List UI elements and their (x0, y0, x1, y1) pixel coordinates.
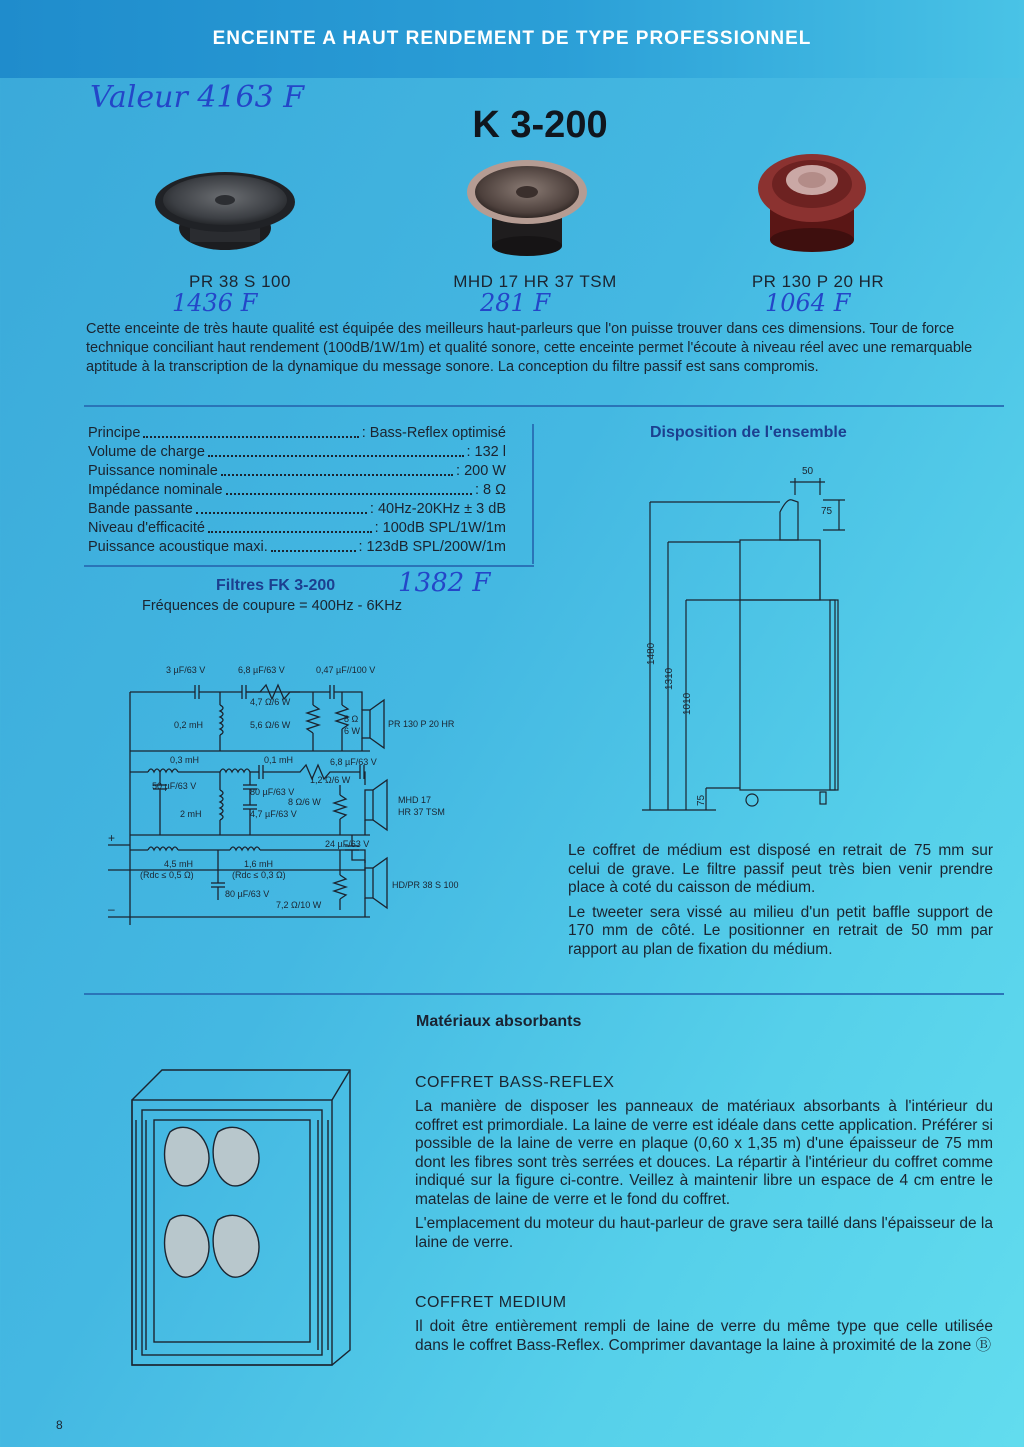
svg-text:50 µF/63 V: 50 µF/63 V (152, 781, 197, 791)
handwritten-price-filters: 1382 F (398, 568, 491, 598)
svg-text:0,2 mH: 0,2 mH (174, 720, 204, 730)
materiaux-divider (84, 993, 1004, 995)
svg-text:(Rdc ≤ 0,3 Ω): (Rdc ≤ 0,3 Ω) (232, 870, 286, 880)
model-title: K 3-200 (472, 104, 608, 146)
speaker-label-tweeter: PR 130 P 20 HR (751, 272, 885, 291)
svg-text:1480: 1480 (646, 642, 657, 665)
spec-row: Puissance nominale : 200 W (88, 463, 506, 479)
svg-text:50: 50 (802, 466, 814, 477)
svg-text:6 W: 6 W (344, 726, 361, 736)
spec-row: Niveau d'efficacité : 100dB SPL/1W/1m (88, 520, 506, 536)
svg-text:4,7 Ω/6 W: 4,7 Ω/6 W (250, 697, 291, 707)
filters-title: Filtres FK 3-200 (216, 577, 336, 594)
coffret-medium-title: COFFRET MEDIUM (415, 1294, 567, 1311)
svg-text:2 mH: 2 mH (180, 809, 202, 819)
coffret-medium-text: Il doit être entièrement rempli de laine de verre du même type que celle utilisée dans le coffret Bass-Reflex. Comprimer davantage la laine à proximité de la zone Ⓑ (415, 1318, 993, 1354)
svg-text:1,6 mH: 1,6 mH (244, 859, 274, 869)
svg-text:PR 130 P 20 HR: PR 130 P 20 HR (388, 719, 455, 729)
svg-text:7,2 Ω/10 W: 7,2 Ω/10 W (276, 900, 322, 910)
svg-text:(Rdc ≤ 0,5 Ω): (Rdc ≤ 0,5 Ω) (140, 870, 194, 880)
svg-text:6,8 µF/63 V: 6,8 µF/63 V (238, 665, 285, 675)
page-number: 8 (56, 1418, 63, 1432)
handwritten-price-woofer: 1436 F (172, 289, 258, 317)
handwritten-price-midrange: 281 F (480, 289, 551, 317)
disposition-diagram (640, 460, 870, 820)
svg-text:3 µF/63 V: 3 µF/63 V (166, 665, 206, 675)
svg-text:80 µF/63 V: 80 µF/63 V (225, 889, 270, 899)
disposition-text: Le coffret de médium est disposé en retrait de 75 mm sur celui de grave. Le filtre passif peut très bien venir prendre place à coté du caisson de médium. Le tweeter sera vissé au milieu d'un petit baffle support de 170 mm de côté. Le positionner en retrait de 50 mm par rapport au plan de fixation du médium. (568, 842, 993, 958)
svg-text:80 µF/63 V: 80 µF/63 V (250, 787, 295, 797)
crossover-schematic (100, 655, 520, 925)
spec-row: Volume de charge : 132 l (88, 444, 506, 460)
svg-text:4,5 mH: 4,5 mH (164, 859, 194, 869)
spec-row: Bande passante : 40Hz-20KHz ± 3 dB (88, 501, 506, 517)
svg-text:0,1 mH: 0,1 mH (264, 755, 294, 765)
materiaux-title: Matériaux absorbants (416, 1013, 582, 1030)
disposition-title: Disposition de l'ensemble (650, 424, 847, 441)
page-header-title: ENCEINTE A HAUT RENDEMENT DE TYPE PROFESSIONNEL (212, 28, 812, 49)
spec-row: Principe : Bass-Reflex optimisé (88, 425, 506, 441)
coffret-bass-reflex-title: COFFRET BASS-REFLEX (415, 1074, 615, 1091)
specs-divider (84, 565, 534, 567)
svg-text:–: – (108, 902, 115, 916)
svg-text:6,8 µF/63 V: 6,8 µF/63 V (330, 757, 377, 767)
svg-text:4,7 µF/63 V: 4,7 µF/63 V (250, 809, 297, 819)
speaker-label-woofer: PR 38 S 100 (189, 272, 291, 291)
svg-text:8 Ω: 8 Ω (344, 714, 359, 724)
speaker-label-midrange: MHD 17 HR 37 TSM (453, 272, 617, 291)
column-divider (532, 424, 534, 564)
svg-text:0,47 µF//100 V: 0,47 µF//100 V (316, 665, 376, 675)
tweeter-image (752, 140, 872, 255)
svg-text:1,2 Ω/6 W: 1,2 Ω/6 W (310, 775, 351, 785)
spec-row: Puissance acoustique maxi. : 123dB SPL/200W/1m (88, 539, 506, 555)
handwritten-total-value: Valeur 4163 F (90, 80, 305, 115)
svg-text:HR 37 TSM: HR 37 TSM (398, 807, 445, 817)
specs-list (88, 424, 506, 557)
svg-text:5,6 Ω/6 W: 5,6 Ω/6 W (250, 720, 291, 730)
svg-text:8 Ω/6 W: 8 Ω/6 W (288, 797, 321, 807)
woofer-image (150, 160, 300, 260)
coffret-bass-reflex-text: La manière de disposer les panneaux de matériaux absorbants à l'intérieur du coffret est primordiale. La laine de verre est idéale dans cette application. Préférer si possible de la laine de verre en plaque (0,60 x 1,35 m) d'une épaisseur de 75 mm dont les fibres sont très serrées et douces. La répartir à l'intérieur du coffret comme indiqué sur la figure ci-contre. Veillez à maintenir libre un espace de 4 cm entre le matelas de laine de verre et le fond du coffret. L'emplacement du moteur du haut-parleur de grave sera taillé dans l'épaisseur de la laine de verre. (415, 1098, 993, 1251)
svg-text:24 µF/63 V: 24 µF/63 V (325, 839, 370, 849)
top-divider (84, 405, 1004, 407)
handwritten-price-tweeter: 1064 F (765, 289, 851, 317)
svg-text:1310: 1310 (664, 667, 675, 690)
svg-text:0,3 mH: 0,3 mH (170, 755, 200, 765)
spec-row: Impédance nominale : 8 Ω (88, 482, 506, 498)
svg-text:1010: 1010 (682, 692, 693, 715)
svg-text:75: 75 (821, 506, 833, 517)
svg-text:MHD 17: MHD 17 (398, 795, 432, 805)
intro-paragraph: Cette enceinte de très haute qualité est équipée des meilleurs haut-parleurs que l'on puisse trouver dans ces dimensions. Tour de force technique conciliant haut rendement (100dB/1W/1m) et qualité sonore, cette enceinte permet l'écoute à niveau réel avec une remarquable aptitude à la transcription de la dynamique du message sonore. La conception du filtre passif est sans compromis. (86, 321, 973, 375)
midrange-image (462, 150, 592, 260)
cutoff-frequencies: Fréquences de coupure = 400Hz - 6KHz (142, 598, 402, 614)
svg-text:+: + (108, 831, 116, 845)
svg-text:HD/PR 38 S 100: HD/PR 38 S 100 (392, 880, 459, 890)
cabinet-illustration (122, 1060, 362, 1370)
svg-text:75: 75 (696, 794, 707, 806)
